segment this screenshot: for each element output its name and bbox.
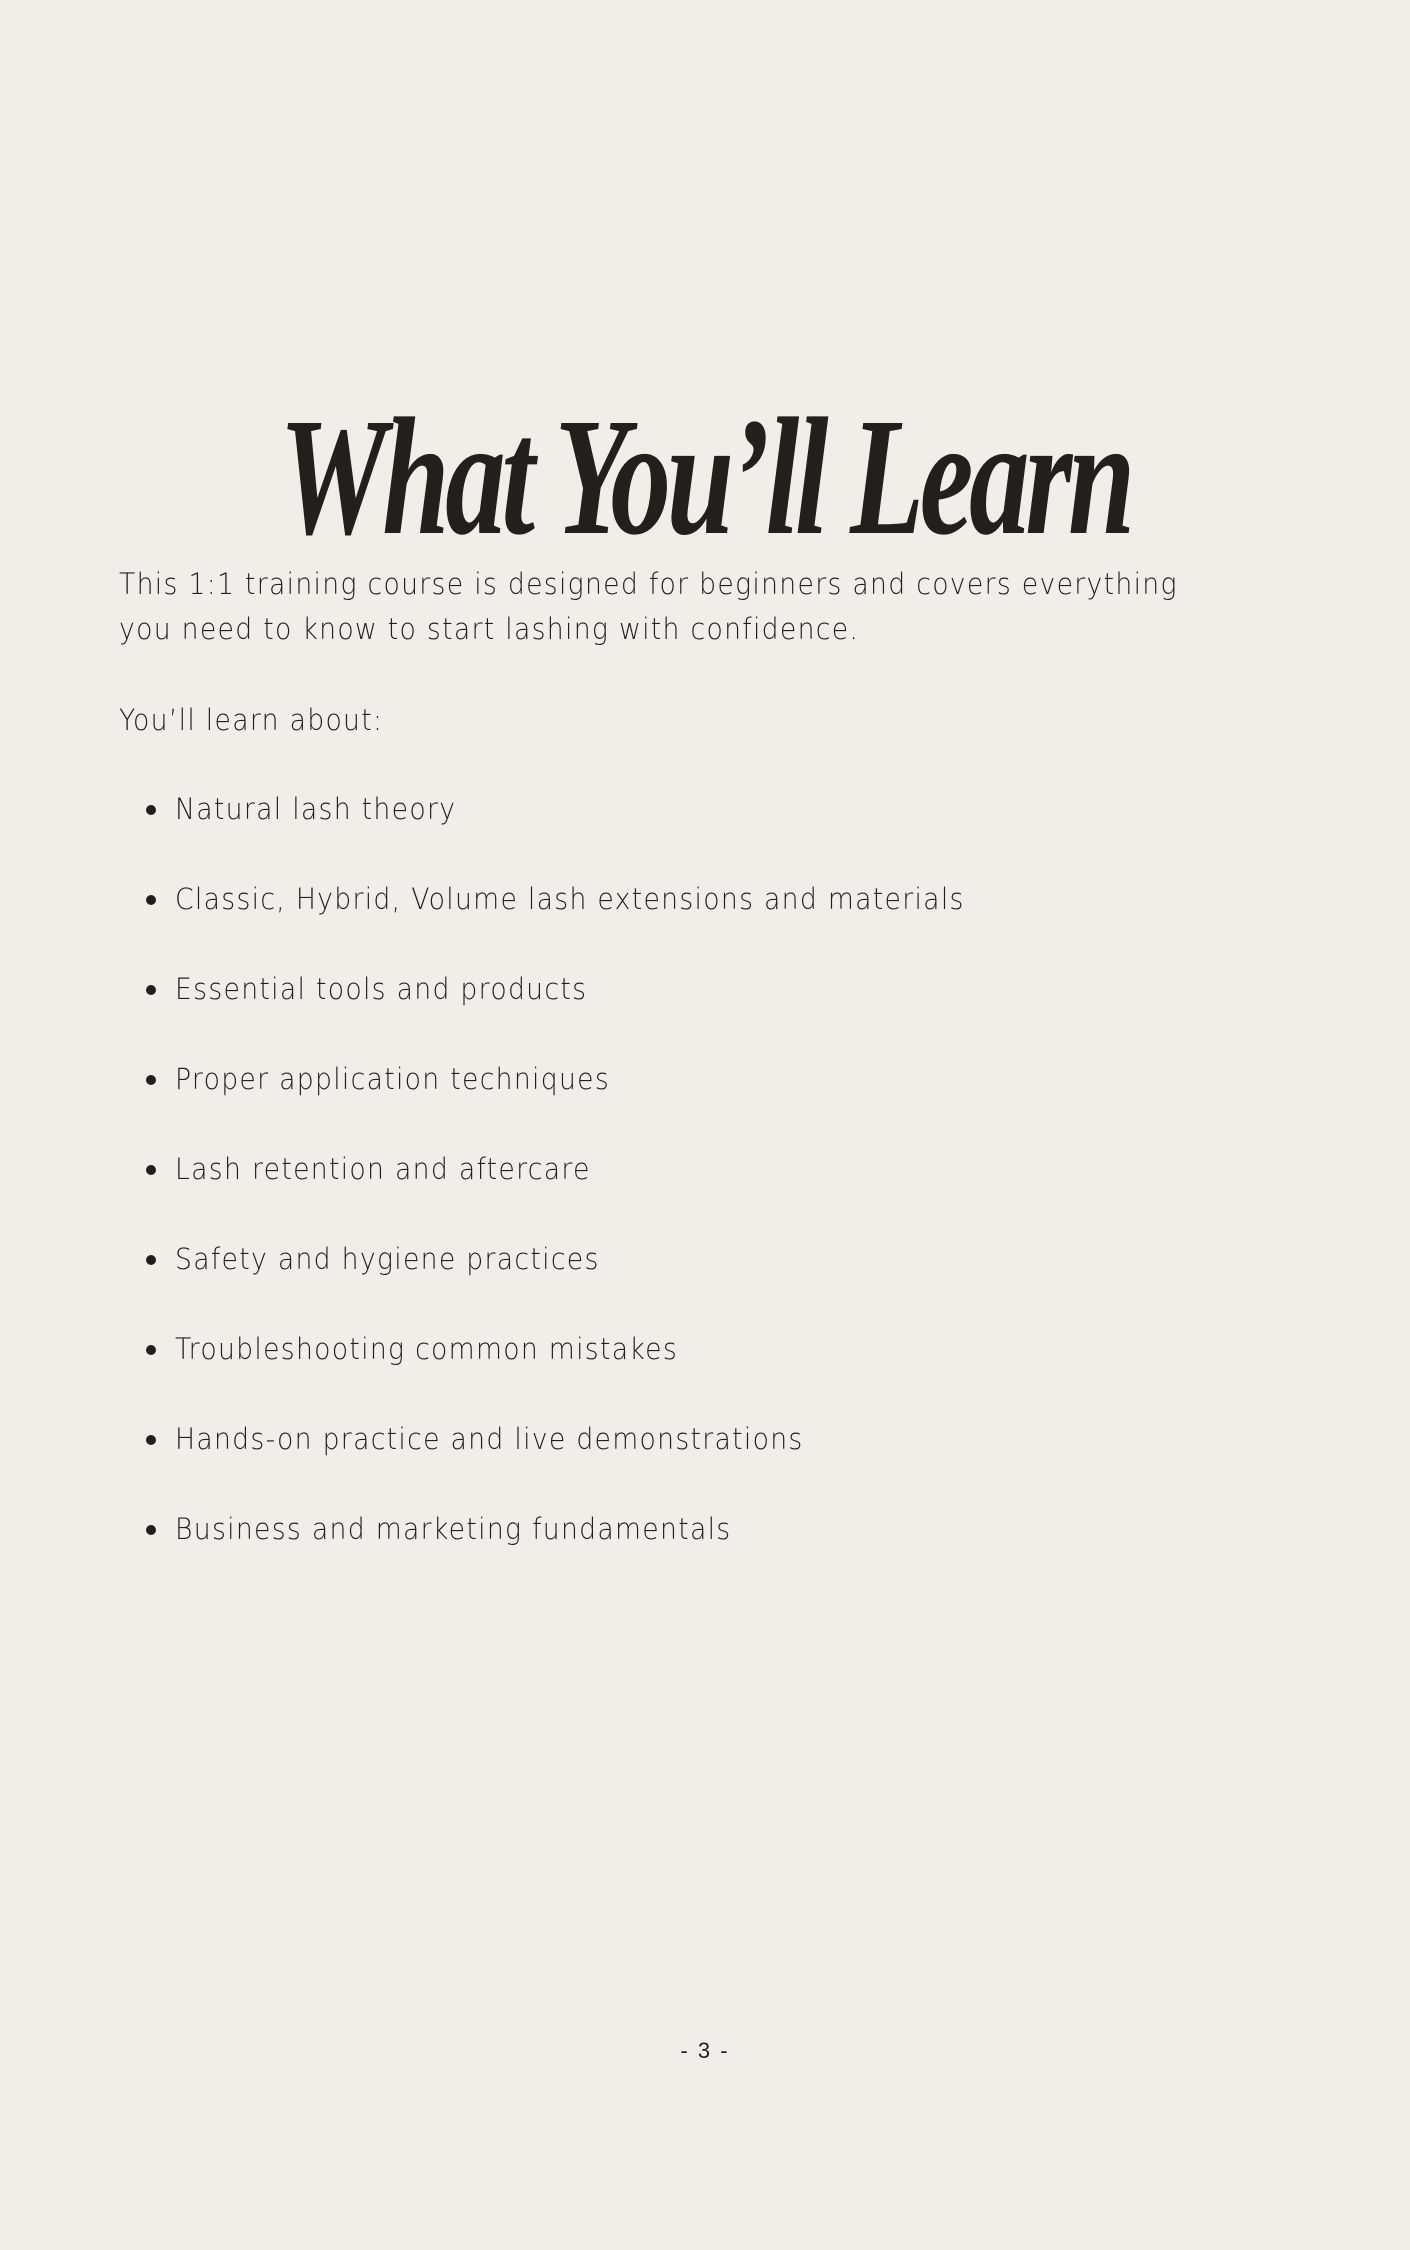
list-item (119, 1237, 1033, 1327)
learning-topics-list (119, 787, 1033, 1597)
page-number: - 3 - (680, 2038, 730, 2063)
intro-paragraph (119, 562, 1278, 652)
list-item (119, 1327, 1033, 1417)
bullet-icon (146, 985, 156, 995)
list-item (119, 967, 1033, 1057)
bullet-icon (146, 1165, 156, 1175)
list-item-label: Natural lash theory (175, 792, 457, 826)
list-item (119, 1417, 1033, 1507)
list-item (119, 1507, 1033, 1597)
list-item-label: Proper application techniques (175, 1062, 611, 1096)
list-item (119, 787, 1033, 877)
list-item-label: Troubleshooting common mistakes (175, 1332, 679, 1366)
intro-line-2: you need to know to start lashing with confidence. (119, 612, 860, 646)
intro-line-1: This 1:1 training course is designed for beginners and covers everything (119, 567, 1178, 601)
bullet-icon (146, 1525, 156, 1535)
bullet-icon (146, 805, 156, 815)
bullet-icon (146, 1255, 156, 1265)
list-lead-text: You’ll learn about: (119, 703, 384, 737)
list-item-label: Classic, Hybrid, Volume lash extensions and materials (175, 882, 965, 916)
bullet-icon (146, 895, 156, 905)
list-item-label: Business and marketing fundamentals (175, 1512, 732, 1546)
bullet-icon (146, 1075, 156, 1085)
list-item-label: Safety and hygiene practices (175, 1242, 600, 1276)
list-item (119, 877, 1033, 967)
list-item (119, 1057, 1033, 1147)
bullet-icon (146, 1345, 156, 1355)
list-item-label: Hands-on practice and live demonstrations (175, 1422, 804, 1456)
list-item-label: Lash retention and aftercare (175, 1152, 591, 1186)
list-item (119, 1147, 1033, 1237)
list-item-label: Essential tools and products (175, 972, 588, 1006)
bullet-icon (146, 1435, 156, 1445)
page-title: What You’ll Learn (279, 383, 1131, 570)
